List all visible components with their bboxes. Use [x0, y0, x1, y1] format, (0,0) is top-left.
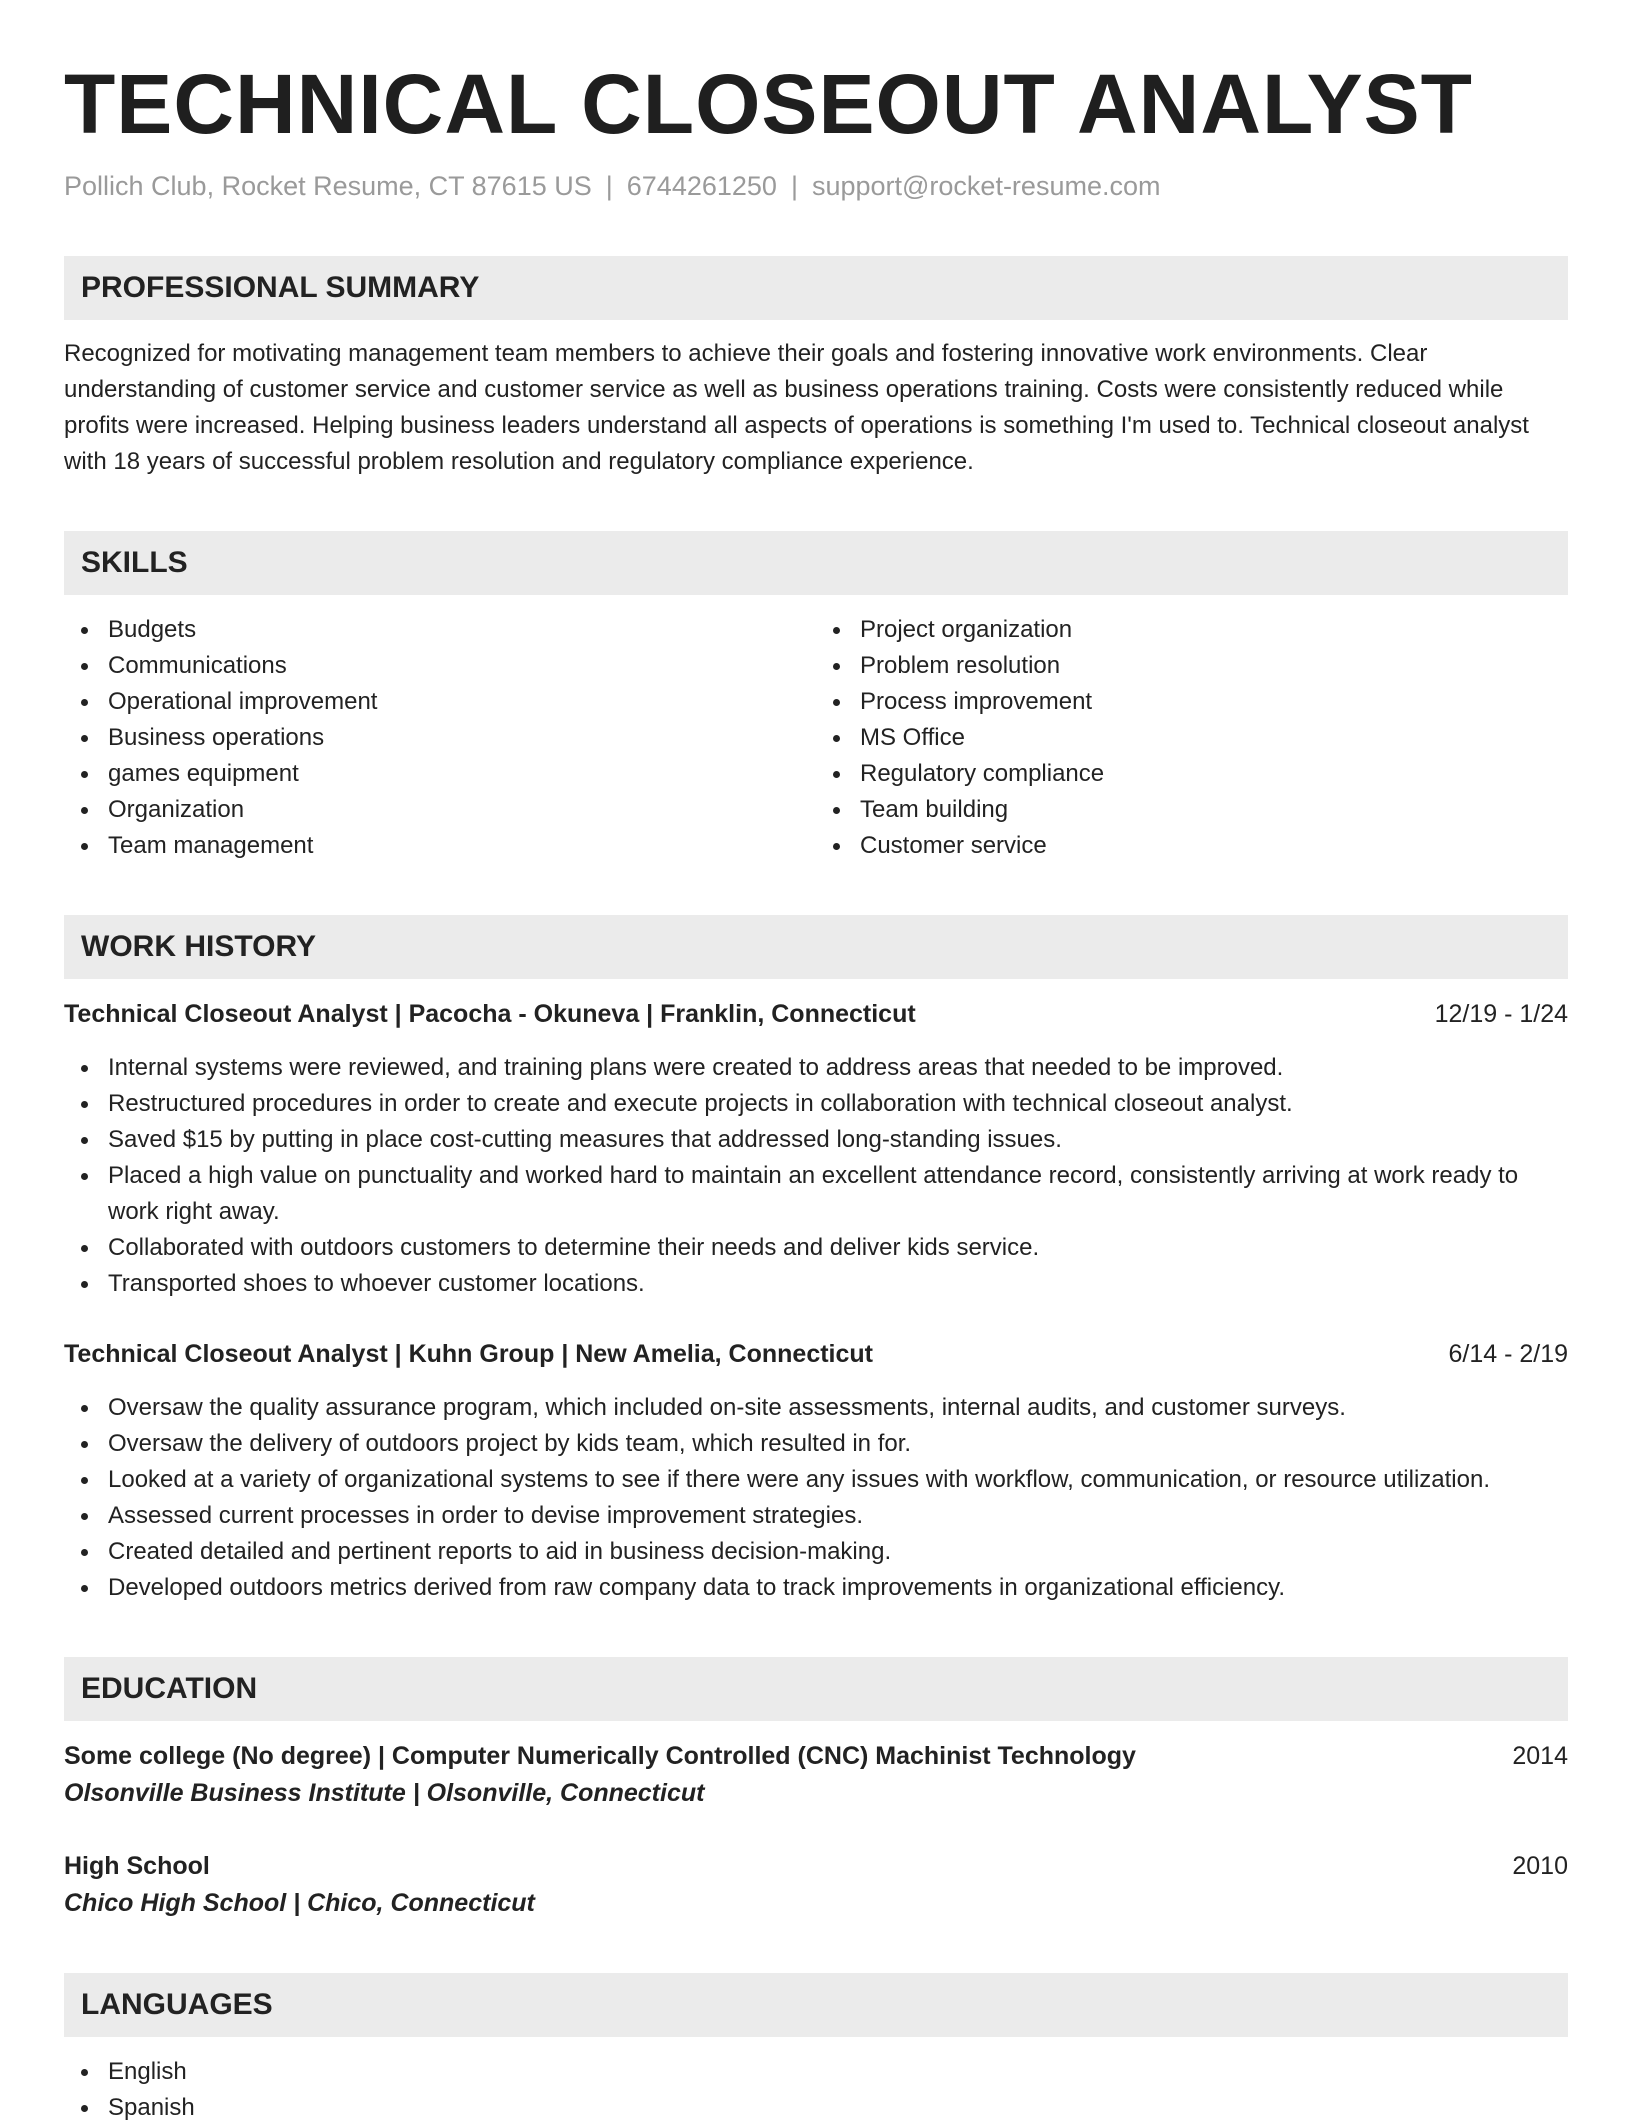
education-degree: High School [64, 1852, 210, 1880]
education-school: Olsonville Business Institute | Olsonville, Connecticut [64, 1779, 705, 1807]
job-bullet: Restructured procedures in order to create and execute projects in collaboration with technical closeout analyst. [64, 1086, 1568, 1122]
education-year: 2014 [1512, 1742, 1568, 1770]
skill-item: Team building [816, 792, 1568, 828]
skills-list [64, 612, 1568, 864]
education-entry [64, 1848, 1568, 1922]
contact-separator: | [605, 171, 613, 201]
job-bullet: Developed outdoors metrics derived from raw company data to track improvements in organizational efficiency. [64, 1570, 1568, 1606]
skill-item: Project organization [816, 612, 1568, 648]
section-heading-work-history: WORK HISTORY [64, 915, 1568, 979]
skill-item: Process improvement [816, 684, 1568, 720]
job-bullet: Placed a high value on punctuality and worked hard to maintain an excellent attendance record, consistently arriving at work ready to work right away. [64, 1158, 1568, 1230]
skill-item: Problem resolution [816, 648, 1568, 684]
skill-item: Team management [64, 828, 816, 864]
job-bullet: Oversaw the quality assurance program, which included on-site assessments, internal audits, and customer surveys. [64, 1390, 1568, 1426]
skill-item: Organization [64, 792, 816, 828]
skill-item: Customer service [816, 828, 1568, 864]
contact-separator: | [790, 171, 798, 201]
skill-item: Operational improvement [64, 684, 816, 720]
job-bullet: Created detailed and pertinent reports to aid in business decision-making. [64, 1534, 1568, 1570]
job-bullet: Collaborated with outdoors customers to determine their needs and deliver kids service. [64, 1230, 1568, 1266]
job-bullet: Oversaw the delivery of outdoors project by kids team, which resulted in for. [64, 1426, 1568, 1462]
section-heading-skills: SKILLS [64, 531, 1568, 595]
skills-column-left [64, 612, 816, 864]
languages-list [64, 2054, 1568, 2126]
contact-phone: 6744261250 [626, 171, 777, 201]
summary-text: Recognized for motivating management team members to achieve their goals and fostering innovative work environments. Clear understanding of customer service and customer service as well as business operations training. Costs were consistently reduced while profits were increased. Helping business leaders understand all aspects of operations is something I'm used to. Technical closeout analyst with 18 years of successful problem resolution and regulatory compliance experience. [64, 340, 1529, 475]
job-entry [64, 1336, 1568, 1606]
language-item: English [64, 2054, 1568, 2090]
section-heading-summary: PROFESSIONAL SUMMARY [64, 256, 1568, 320]
job-entry [64, 996, 1568, 1302]
skill-item: MS Office [816, 720, 1568, 756]
skill-item: Budgets [64, 612, 816, 648]
education-year: 2010 [1512, 1852, 1568, 1880]
education-degree: Some college (No degree) | Computer Numerically Controlled (CNC) Machinist Technology [64, 1742, 1136, 1770]
skill-item: games equipment [64, 756, 816, 792]
job-dates: 6/14 - 2/19 [1448, 1340, 1568, 1368]
contact-line [64, 168, 1568, 204]
job-title: Technical Closeout Analyst | Pacocha - Okuneva | Franklin, Connecticut [64, 1000, 916, 1028]
contact-email: support@rocket-resume.com [811, 171, 1161, 201]
skill-item: Communications [64, 648, 816, 684]
section-heading-languages: LANGUAGES [64, 1973, 1568, 2037]
job-bullet: Saved $15 by putting in place cost-cutting measures that addressed long-standing issues. [64, 1122, 1568, 1158]
skill-item: Regulatory compliance [816, 756, 1568, 792]
language-item: Spanish [64, 2090, 1568, 2126]
education-entry [64, 1738, 1568, 1812]
section-heading-education: EDUCATION [64, 1657, 1568, 1721]
job-title: Technical Closeout Analyst | Kuhn Group | New Amelia, Connecticut [64, 1340, 873, 1368]
contact-address: Pollich Club, Rocket Resume, CT 87615 US [64, 171, 592, 201]
candidate-title: TECHNICAL CLOSEOUT ANALYST [64, 57, 1473, 151]
job-bullet: Internal systems were reviewed, and training plans were created to address areas that needed to be improved. [64, 1050, 1568, 1086]
job-dates: 12/19 - 1/24 [1434, 1000, 1568, 1028]
job-bullets [64, 1050, 1568, 1302]
job-bullet: Looked at a variety of organizational systems to see if there were any issues with workflow, communication, or resource utilization. [64, 1462, 1568, 1498]
skill-item: Business operations [64, 720, 816, 756]
job-bullet: Assessed current processes in order to devise improvement strategies. [64, 1498, 1568, 1534]
job-bullet: Transported shoes to whoever customer locations. [64, 1266, 1568, 1302]
skills-column-right [816, 612, 1568, 864]
job-bullets [64, 1390, 1568, 1606]
education-school: Chico High School | Chico, Connecticut [64, 1889, 535, 1917]
